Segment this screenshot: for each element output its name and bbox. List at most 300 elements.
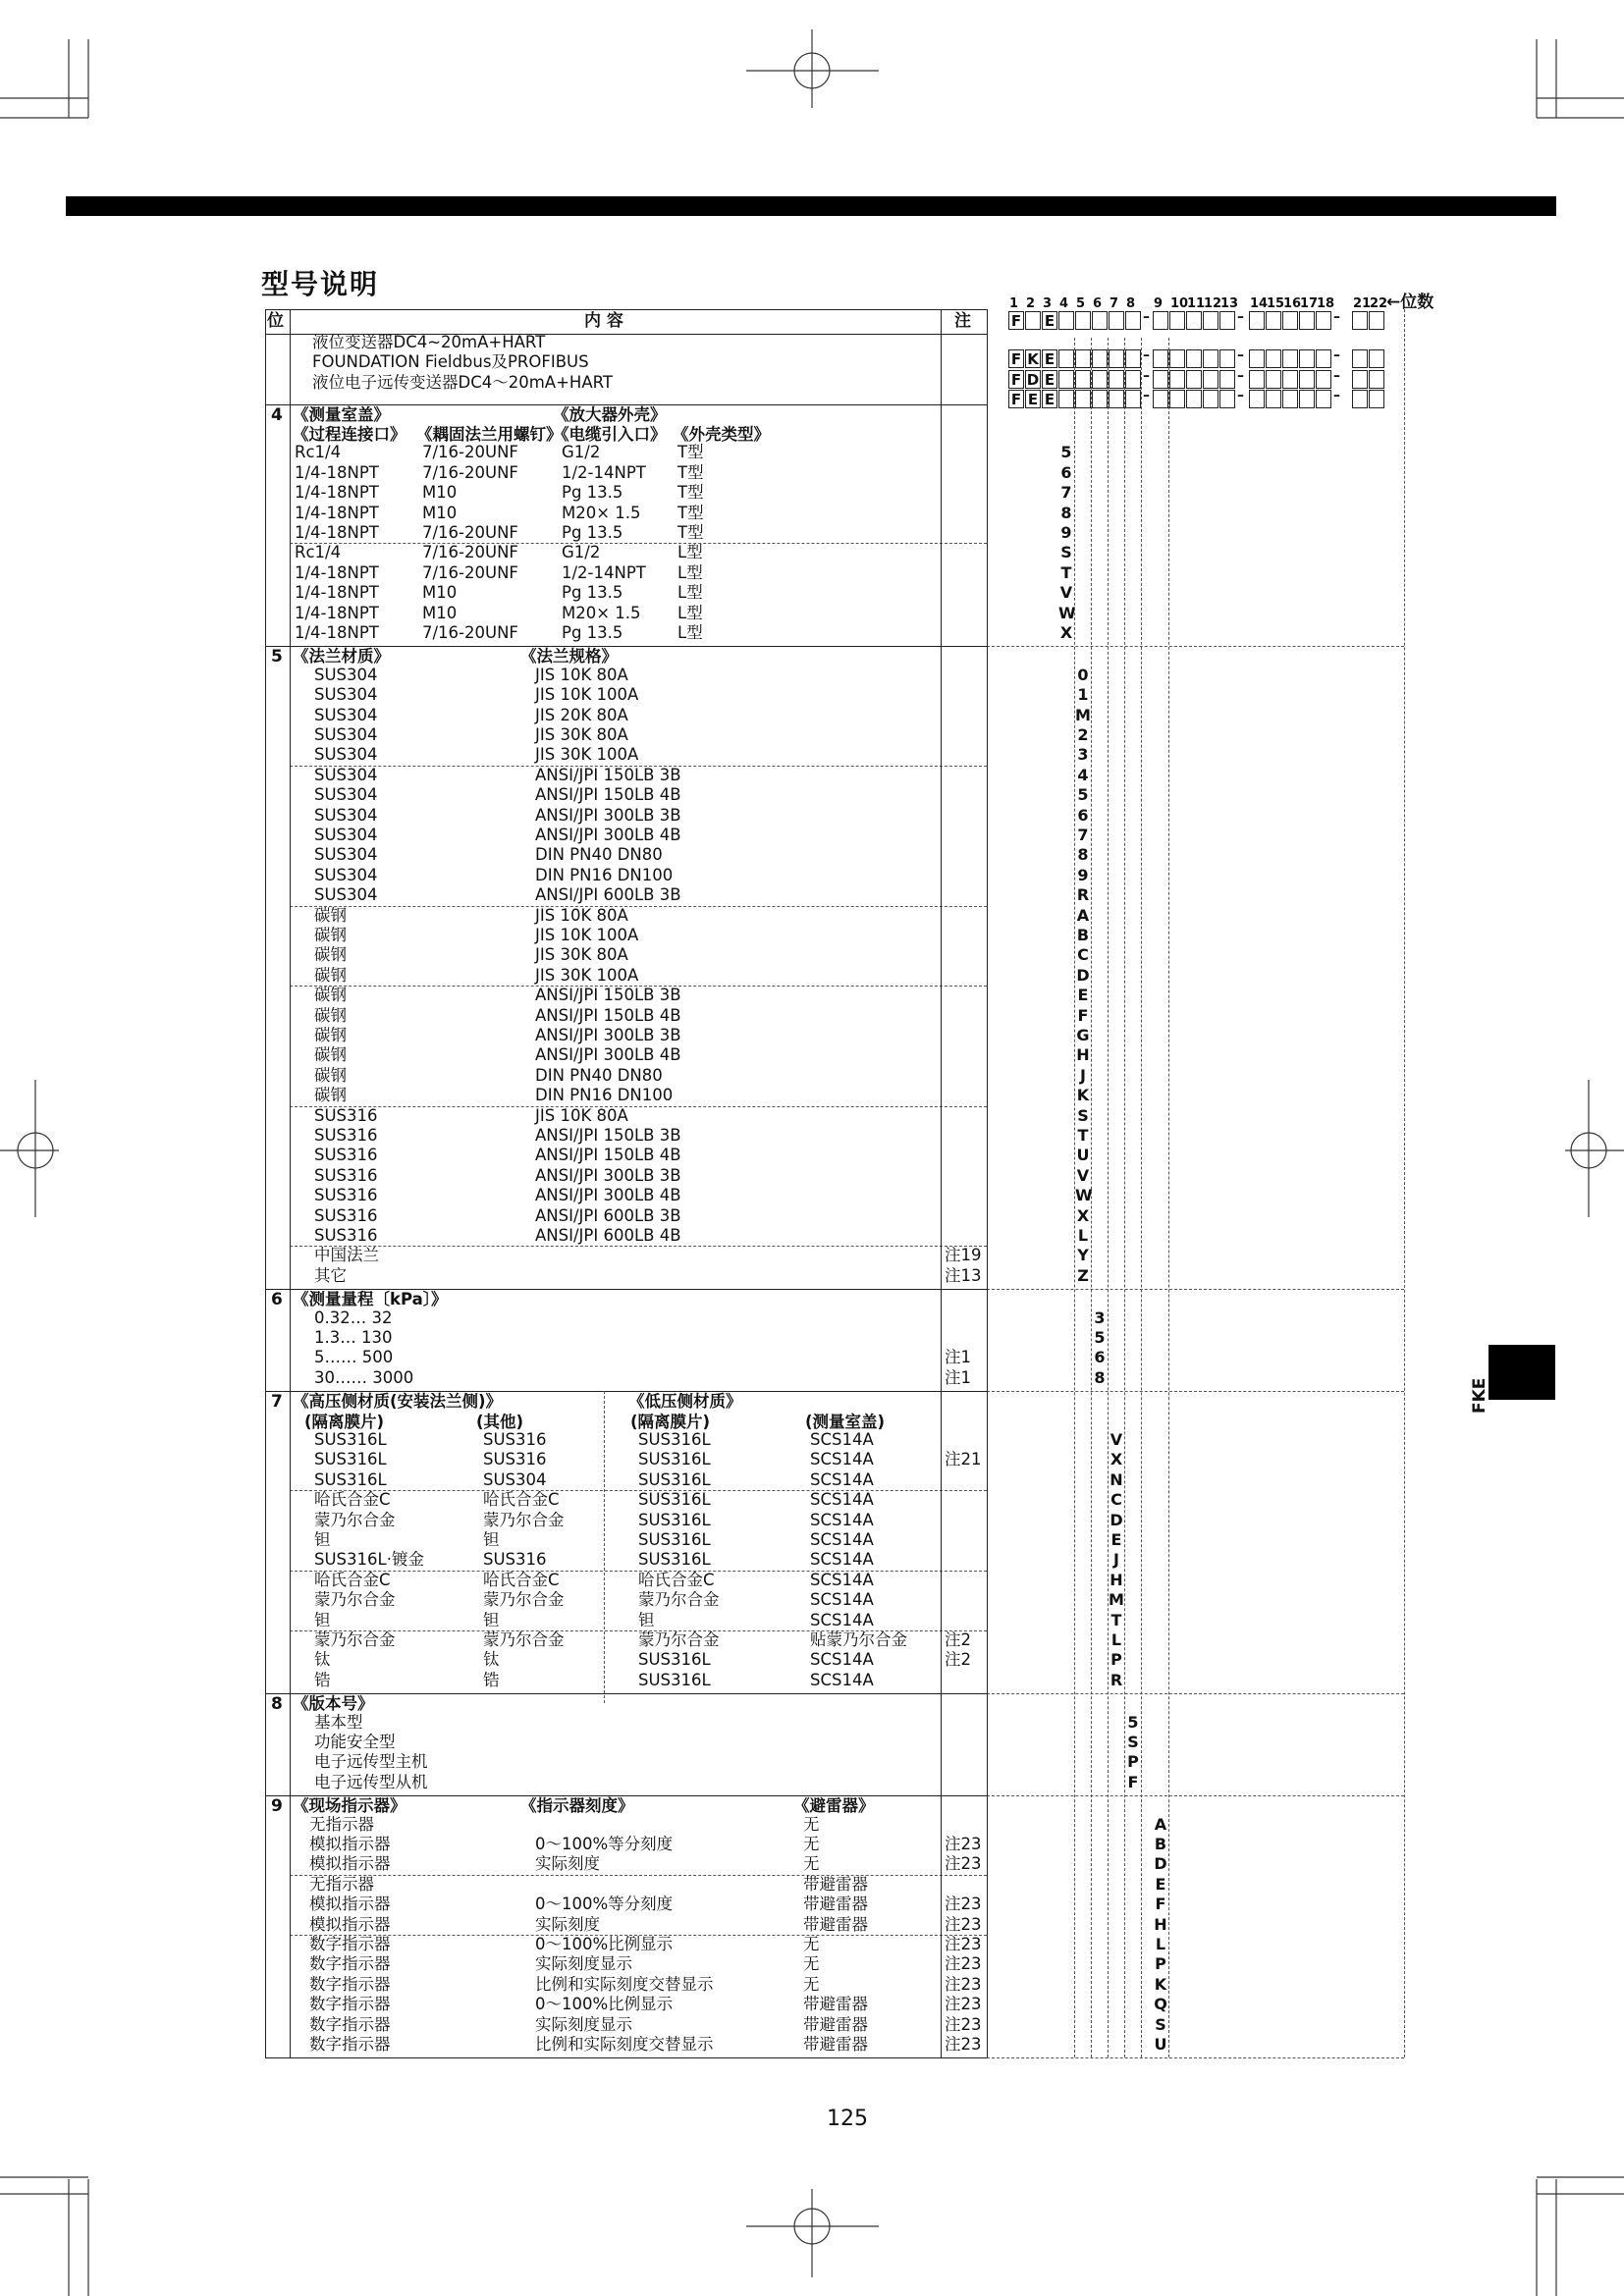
option-code: 5 <box>1094 1328 1106 1347</box>
cell-text: 7/16-20UNF <box>422 562 518 582</box>
note-ref: 注23 <box>945 1895 982 1914</box>
code-box <box>1092 311 1108 330</box>
code-box <box>1352 390 1368 408</box>
note-ref: 注21 <box>945 1450 982 1469</box>
digit-number: 8 <box>1126 296 1136 311</box>
row-divider <box>987 1391 1404 1392</box>
cell-text: ANSI/JPI 150LB 3B <box>535 1126 681 1145</box>
code-box <box>1369 390 1384 408</box>
option-code: G <box>1076 1026 1090 1044</box>
option-code: P <box>1110 1650 1122 1670</box>
option-code: S <box>1077 1105 1089 1125</box>
code-box <box>1266 311 1281 330</box>
option-code: B <box>1076 926 1090 944</box>
cell-text: JIS 10K 80A <box>535 665 628 684</box>
code-box <box>1282 370 1298 389</box>
cell-text: Pg 13.5 <box>562 583 623 603</box>
cell-text: 实际刻度显示 <box>535 1954 632 1974</box>
cell-text: 蒙乃尔合金 <box>483 1630 565 1649</box>
code-box <box>1125 311 1141 330</box>
section-header: (测量室盖) <box>805 1412 886 1431</box>
cell-text: SCS14A <box>810 1430 874 1449</box>
cell-text: T型 <box>677 443 704 462</box>
cell-text: ANSI/JPI 300LB 3B <box>535 1165 681 1185</box>
code-box: E <box>1042 349 1057 368</box>
cell-text: Rc1/4 <box>295 543 342 562</box>
column-divider <box>290 309 291 2057</box>
code-box <box>1299 311 1315 330</box>
code-box <box>1203 390 1218 408</box>
note-ref: 注13 <box>945 1265 982 1285</box>
cell-text: 钛 <box>314 1650 331 1670</box>
row-divider <box>987 1693 1404 1694</box>
cell-text: 钽 <box>314 1610 331 1629</box>
cell-text: JIS 30K 100A <box>535 965 639 985</box>
cell-text: 碳钢 <box>314 926 347 944</box>
cell-text: ANSI/JPI 600LB 3B <box>535 885 681 905</box>
digit-label: ←位数 <box>1386 293 1435 312</box>
cell-text: SCS14A <box>810 1490 874 1510</box>
note-ref: 注1 <box>945 1367 971 1387</box>
code-box <box>1352 370 1368 389</box>
code-box <box>1186 349 1202 368</box>
code-box <box>1282 349 1298 368</box>
option-code: Z <box>1077 1265 1089 1285</box>
option-code: P <box>1127 1752 1139 1772</box>
section-header: 《过程连接口》 <box>293 425 406 444</box>
code-box <box>1299 349 1315 368</box>
cell-text: 1/4-18NPT <box>295 623 379 642</box>
row-divider <box>987 1289 1404 1290</box>
option-code: 0 <box>1077 665 1089 684</box>
option-code: S <box>1127 1733 1139 1751</box>
header-note: 注 <box>954 311 971 331</box>
code-separator: – <box>1237 388 1244 404</box>
cell-text: 蒙乃尔合金 <box>638 1630 720 1649</box>
section-header: 《耦固法兰用螺钉》 <box>416 425 563 444</box>
digit-number: 10 <box>1170 296 1189 311</box>
cell-text: SCS14A <box>810 1570 874 1589</box>
code-box <box>1369 349 1384 368</box>
cell-text: 带避雷器 <box>803 1874 868 1894</box>
option-code: 8 <box>1060 503 1072 522</box>
option-code: 5 <box>1077 785 1089 805</box>
option-code: L <box>1155 1935 1166 1953</box>
section-header: 《避雷器》 <box>793 1796 875 1816</box>
option-code: H <box>1110 1570 1123 1589</box>
cell-text: L型 <box>677 543 703 562</box>
cell-text: 无指示器 <box>309 1874 374 1894</box>
code-separator: – <box>1143 367 1150 384</box>
code-box <box>1203 370 1218 389</box>
cell-text: Pg 13.5 <box>562 483 623 503</box>
cell-text: 实际刻度显示 <box>535 2014 632 2034</box>
cell-text: 碳钢 <box>314 965 347 985</box>
cell-text: SUS316L <box>638 1450 711 1469</box>
cell-text: SUS316 <box>483 1430 547 1449</box>
cell-text: 数字指示器 <box>309 1995 391 2014</box>
row-divider <box>290 906 987 907</box>
cell-text: 蒙乃尔合金 <box>638 1590 720 1610</box>
cell-text: ANSI/JPI 150LB 4B <box>535 785 681 805</box>
cell-text: 碳钢 <box>314 945 347 965</box>
code-box <box>1109 349 1124 368</box>
model-row-text: 液位变送器DC4~20mA+HART <box>312 333 546 351</box>
option-code: S <box>1155 2014 1166 2034</box>
code-separator: – <box>1237 309 1244 325</box>
cell-text: G1/2 <box>562 543 601 562</box>
note-ref: 注23 <box>945 1954 982 1974</box>
side-tab-label: FKE <box>1470 1377 1489 1414</box>
cell-text: DIN PN16 DN100 <box>535 1086 674 1105</box>
option-code: B <box>1154 1835 1167 1853</box>
cell-text: SCS14A <box>810 1590 874 1610</box>
cell-text: 电子远传型主机 <box>314 1752 428 1772</box>
code-box <box>1075 390 1091 408</box>
cell-text: 数字指示器 <box>309 1974 391 1994</box>
option-code: 4 <box>1077 765 1089 784</box>
code-box <box>1125 390 1141 408</box>
option-code: S <box>1060 543 1072 562</box>
cell-text: 碳钢 <box>314 1005 347 1025</box>
code-box: F <box>1008 349 1024 368</box>
cell-text: 无 <box>803 1954 820 1974</box>
cell-text: 数字指示器 <box>309 1935 391 1953</box>
digit-number: 4 <box>1059 296 1069 311</box>
code-box <box>1058 370 1074 389</box>
note-ref: 注2 <box>945 1650 971 1670</box>
code-box <box>1092 370 1108 389</box>
code-box <box>1266 370 1281 389</box>
cell-text: 7/16-20UNF <box>422 623 518 642</box>
cell-text: T型 <box>677 462 704 482</box>
digit-number: 9 <box>1154 296 1164 311</box>
cell-text: 1/4-18NPT <box>295 503 379 522</box>
cell-text: 其它 <box>314 1265 347 1285</box>
code-box <box>1186 390 1202 408</box>
cell-text: 无 <box>803 1814 820 1834</box>
section-number: 8 <box>271 1694 283 1715</box>
option-code: V <box>1059 583 1073 603</box>
section-number: 4 <box>271 404 283 425</box>
code-box <box>1369 311 1384 330</box>
section-header: (隔离膜片) <box>304 1412 385 1431</box>
option-code: C <box>1110 1490 1122 1510</box>
cell-text: 中国法兰 <box>314 1246 379 1265</box>
option-code: M <box>1109 1590 1124 1610</box>
option-code: D <box>1076 965 1090 985</box>
cell-text: SUS304 <box>314 765 378 784</box>
option-code: 9 <box>1060 523 1072 542</box>
cell-text: SUS316 <box>314 1126 378 1145</box>
section-header: 《测量室盖》 <box>293 404 390 424</box>
section-header: 《法兰材质》 <box>293 647 390 667</box>
cell-text: 蒙乃尔合金 <box>314 1630 396 1649</box>
section-header: 《低压侧材质》 <box>628 1392 742 1412</box>
cell-text: 电子远传型从机 <box>314 1772 428 1791</box>
cell-text: SUS316L <box>638 1469 711 1489</box>
cell-text: 0～100%比例显示 <box>535 1935 674 1953</box>
cell-text: L型 <box>677 562 703 582</box>
digit-number: 6 <box>1093 296 1103 311</box>
cell-text: 碳钢 <box>314 905 347 925</box>
cell-text: ANSI/JPI 300LB 3B <box>535 1026 681 1044</box>
cell-text: ANSI/JPI 150LB 4B <box>535 1146 681 1165</box>
row-divider <box>265 2057 987 2058</box>
cell-text: SUS316L·镀金 <box>314 1550 424 1570</box>
cell-text: SUS304 <box>314 785 378 805</box>
cell-text: SUS304 <box>314 845 378 865</box>
cell-text: 哈氏合金C <box>314 1570 391 1589</box>
code-box <box>1153 311 1168 330</box>
option-code: 2 <box>1077 725 1089 744</box>
note-ref: 注23 <box>945 2035 982 2054</box>
cell-text: 1/2-14NPT <box>562 562 646 582</box>
cell-text: JIS 20K 80A <box>535 705 628 724</box>
column-divider <box>1124 338 1125 2057</box>
cell-text: ANSI/JPI 150LB 4B <box>535 1005 681 1025</box>
row-divider <box>290 1875 987 1876</box>
cell-text: SUS316 <box>483 1550 547 1570</box>
column-divider <box>987 309 988 2057</box>
note-ref: 注23 <box>945 1854 982 1874</box>
code-box <box>1058 390 1074 408</box>
cell-text: SUS304 <box>314 705 378 724</box>
option-code: C <box>1077 945 1089 965</box>
option-code: V <box>1076 1165 1090 1185</box>
digit-number: 7 <box>1110 296 1119 311</box>
row-divider <box>987 646 1404 647</box>
option-code: 1 <box>1077 685 1089 705</box>
note-ref: 注23 <box>945 1914 982 1934</box>
code-box: F <box>1008 370 1024 389</box>
cell-text: 功能安全型 <box>314 1733 396 1751</box>
section-header: (其他) <box>476 1412 524 1431</box>
section-header: 《版本号》 <box>293 1694 374 1714</box>
code-box <box>1075 349 1091 368</box>
option-code: Q <box>1154 1995 1167 2014</box>
digit-number: 18 <box>1317 296 1335 311</box>
cell-text: SUS316 <box>314 1186 378 1205</box>
cell-text: ANSI/JPI 300LB 4B <box>535 1045 681 1065</box>
cell-text: 钽 <box>483 1530 500 1549</box>
cell-text: 7/16-20UNF <box>422 523 518 542</box>
cell-text: 数字指示器 <box>309 2014 391 2034</box>
cell-text: T型 <box>677 503 704 522</box>
column-divider <box>1108 338 1109 2057</box>
cell-text: M20× 1.5 <box>562 503 641 522</box>
code-box: E <box>1042 370 1057 389</box>
cell-text: ANSI/JPI 300LB 4B <box>535 1186 681 1205</box>
code-box <box>1299 390 1315 408</box>
cell-text: SUS304 <box>314 805 378 825</box>
code-box: F <box>1008 311 1024 330</box>
note-ref: 注23 <box>945 2014 982 2034</box>
cell-text: 无 <box>803 1835 820 1853</box>
cell-text: SUS316L <box>314 1430 387 1449</box>
cell-text: JIS 10K 80A <box>535 1105 628 1125</box>
code-box <box>1058 311 1074 330</box>
digit-number: 13 <box>1220 296 1239 311</box>
code-separator: – <box>1143 309 1150 325</box>
cell-text: SCS14A <box>810 1510 874 1529</box>
cell-text: 碳钢 <box>314 1086 347 1105</box>
cell-text: M10 <box>422 503 458 522</box>
code-box <box>1153 349 1168 368</box>
option-code: K <box>1076 1086 1090 1105</box>
cell-text: SUS316L <box>314 1450 387 1469</box>
option-code: P <box>1155 1954 1166 1974</box>
code-box <box>1109 311 1124 330</box>
digit-number: 21 <box>1353 296 1372 311</box>
cell-text: G1/2 <box>562 443 601 462</box>
option-code: 5 <box>1060 443 1072 462</box>
cell-text: 模拟指示器 <box>309 1835 391 1853</box>
header-pos: 位 <box>267 311 284 331</box>
model-row-text: FOUNDATION Fieldbus及PROFIBUS <box>312 352 589 372</box>
column-divider <box>604 1391 605 1703</box>
code-box <box>1352 311 1368 330</box>
cell-text: 钛 <box>483 1650 500 1670</box>
code-box <box>1169 390 1185 408</box>
cell-text: 蒙乃尔合金 <box>314 1590 396 1610</box>
code-box <box>1219 370 1235 389</box>
cell-text: SUS304 <box>314 665 378 684</box>
code-box <box>1282 311 1298 330</box>
cell-text: SUS304 <box>314 865 378 884</box>
section-number: 7 <box>271 1392 283 1413</box>
cell-text: ANSI/JPI 150LB 3B <box>535 986 681 1005</box>
cell-text: 碳钢 <box>314 1065 347 1085</box>
option-code: 6 <box>1094 1348 1106 1367</box>
row-divider <box>987 2057 1404 2058</box>
cell-text: 锆 <box>483 1670 500 1689</box>
cell-text: ANSI/JPI 600LB 4B <box>535 1226 681 1245</box>
code-box <box>1092 390 1108 408</box>
option-code: M <box>1075 705 1091 724</box>
cell-text: 比例和实际刻度交替显示 <box>535 1974 714 1994</box>
cell-text: SUS304 <box>314 725 378 744</box>
cell-text: SUS316L <box>638 1550 711 1570</box>
option-code: A <box>1154 1814 1167 1834</box>
cell-text: 无 <box>803 1974 820 1994</box>
code-box <box>1169 311 1185 330</box>
option-code: T <box>1060 562 1072 582</box>
cell-text: SCS14A <box>810 1450 874 1469</box>
option-code: X <box>1059 623 1073 642</box>
option-code: R <box>1110 1670 1123 1689</box>
option-code: J <box>1080 1065 1086 1085</box>
cell-text: SUS304 <box>483 1469 547 1489</box>
cell-text: 碳钢 <box>314 1026 347 1044</box>
cell-text: SCS14A <box>810 1469 874 1489</box>
cell-text: 贴蒙乃尔合金 <box>810 1630 907 1649</box>
code-separator: – <box>1237 347 1244 364</box>
column-divider <box>1074 338 1075 2057</box>
option-code: E <box>1110 1530 1122 1549</box>
option-code: D <box>1110 1510 1123 1529</box>
note-ref: 注1 <box>945 1348 971 1367</box>
code-box <box>1316 370 1331 389</box>
code-box: D <box>1026 370 1040 389</box>
digit-number: 14 <box>1250 296 1269 311</box>
cell-text: M10 <box>422 583 458 603</box>
digit-number: 2 <box>1026 296 1036 311</box>
cell-text: ANSI/JPI 300LB 4B <box>535 826 681 844</box>
cell-text: 比例和实际刻度交替显示 <box>535 2035 714 2054</box>
cell-text: 1/4-18NPT <box>295 483 379 503</box>
note-ref: 注19 <box>945 1246 982 1265</box>
digit-number: 22 <box>1370 296 1388 311</box>
option-code: N <box>1110 1469 1123 1489</box>
digit-number: 15 <box>1267 296 1285 311</box>
option-code: U <box>1076 1146 1090 1165</box>
cell-text: 带避雷器 <box>803 1895 868 1914</box>
cell-text: JIS 30K 80A <box>535 945 628 965</box>
cell-text: L型 <box>677 623 703 642</box>
cell-text: 0～100%比例显示 <box>535 1995 674 2014</box>
option-code: A <box>1076 905 1090 925</box>
cell-text: 数字指示器 <box>309 1954 391 1974</box>
section-header: 《法兰规格》 <box>520 647 618 667</box>
cell-text: JIS 10K 80A <box>535 905 628 925</box>
option-code: K <box>1154 1974 1167 1994</box>
digit-number: 17 <box>1300 296 1319 311</box>
cell-text: 数字指示器 <box>309 2035 391 2054</box>
code-separator: – <box>1237 367 1244 384</box>
cell-text: M10 <box>422 483 458 503</box>
section-header: 《电缆引入口》 <box>553 425 667 444</box>
code-box <box>1092 349 1108 368</box>
digit-number: 3 <box>1043 296 1053 311</box>
option-code: F <box>1077 1005 1089 1025</box>
code-box <box>1219 311 1235 330</box>
code-box <box>1186 370 1202 389</box>
cell-text: SUS316L <box>638 1430 711 1449</box>
option-code: L <box>1077 1226 1089 1245</box>
note-ref: 注2 <box>945 1630 971 1649</box>
code-box <box>1316 349 1331 368</box>
option-code: H <box>1076 1045 1090 1065</box>
code-box <box>1058 349 1074 368</box>
option-code: 8 <box>1094 1367 1106 1387</box>
cell-text: SUS304 <box>314 826 378 844</box>
cell-text: 5…… 500 <box>314 1348 394 1367</box>
cell-text: SCS14A <box>810 1650 874 1670</box>
cell-text: SCS14A <box>810 1530 874 1549</box>
cell-text: 哈氏合金C <box>483 1490 560 1510</box>
code-box <box>1249 390 1265 408</box>
code-box <box>1203 349 1218 368</box>
option-code: 3 <box>1077 745 1089 765</box>
option-code: W <box>1075 1186 1093 1205</box>
cell-text: 钽 <box>314 1530 331 1549</box>
code-box <box>1186 311 1202 330</box>
cell-text: 无指示器 <box>309 1814 374 1834</box>
digit-number: 5 <box>1076 296 1086 311</box>
cell-text: JIS 30K 80A <box>535 725 628 744</box>
option-code: 8 <box>1077 845 1089 865</box>
cell-text: 蒙乃尔合金 <box>314 1510 396 1529</box>
cell-text: Pg 13.5 <box>562 523 623 542</box>
cell-text: 蒙乃尔合金 <box>483 1590 565 1610</box>
section-header: 《现场指示器》 <box>293 1796 406 1816</box>
section-header: 《指示器刻度》 <box>520 1796 634 1816</box>
model-row-text: 液位电子远传变送器DC4～20mA+HART <box>312 372 613 392</box>
cell-text: SCS14A <box>810 1670 874 1689</box>
code-box <box>1109 370 1124 389</box>
code-box: E <box>1025 390 1041 408</box>
